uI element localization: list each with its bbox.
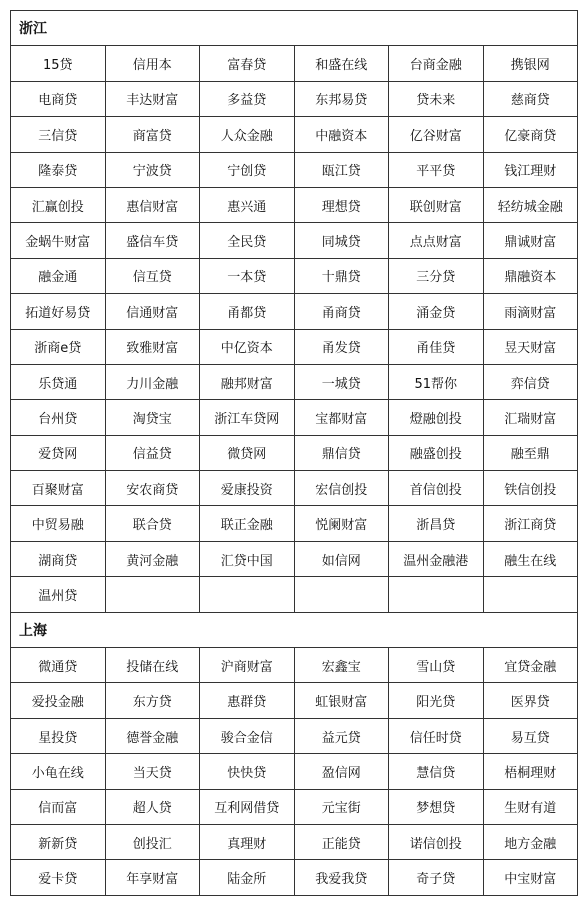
table-row	[11, 860, 578, 895]
platform-name-cell: 15贷	[11, 46, 106, 81]
platform-table	[10, 10, 578, 896]
platform-name-cell: 轻纺城金融	[483, 187, 578, 222]
platform-name-cell: 联创财富	[389, 187, 484, 222]
platform-table-body	[11, 11, 578, 896]
empty-cell	[200, 577, 295, 612]
platform-name-cell: 信而富	[11, 789, 106, 824]
platform-name-cell: 隆泰贷	[11, 152, 106, 187]
platform-name-cell: 一城贷	[294, 364, 389, 399]
platform-name-cell: 理想贷	[294, 187, 389, 222]
platform-name-cell: 我爱我贷	[294, 860, 389, 895]
platform-name-cell: 淘贷宝	[105, 400, 200, 435]
table-row	[11, 258, 578, 293]
platform-name-cell: 电商贷	[11, 81, 106, 116]
platform-name-cell: 鼎信贷	[294, 435, 389, 470]
platform-name-cell: 爱贷网	[11, 435, 106, 470]
platform-name-cell: 一本贷	[200, 258, 295, 293]
empty-cell	[294, 577, 389, 612]
table-row	[11, 683, 578, 718]
platform-name-cell: 慈商贷	[483, 81, 578, 116]
platform-name-cell: 信任时贷	[389, 718, 484, 753]
table-row	[11, 541, 578, 576]
platform-name-cell: 爱卡贷	[11, 860, 106, 895]
platform-name-cell: 中融资本	[294, 117, 389, 152]
platform-name-cell: 微通贷	[11, 648, 106, 683]
platform-name-cell: 中亿资本	[200, 329, 295, 364]
platform-name-cell: 诺信创投	[389, 824, 484, 859]
platform-name-cell: 东邦易贷	[294, 81, 389, 116]
platform-name-cell: 平平贷	[389, 152, 484, 187]
platform-name-cell: 三信贷	[11, 117, 106, 152]
platform-name-cell: 首信创投	[389, 471, 484, 506]
platform-name-cell: 地方金融	[483, 824, 578, 859]
platform-name-cell: 铁信创投	[483, 471, 578, 506]
table-row	[11, 81, 578, 116]
platform-name-cell: 商富贷	[105, 117, 200, 152]
platform-name-cell: 多益贷	[200, 81, 295, 116]
platform-name-cell: 雪山贷	[389, 648, 484, 683]
platform-name-cell: 弈信贷	[483, 364, 578, 399]
platform-name-cell: 爱投金融	[11, 683, 106, 718]
platform-name-cell: 信用本	[105, 46, 200, 81]
platform-name-cell: 融盛创投	[389, 435, 484, 470]
platform-name-cell: 宏鑫宝	[294, 648, 389, 683]
platform-name-cell: 贷未来	[389, 81, 484, 116]
platform-name-cell: 浙江商贷	[483, 506, 578, 541]
platform-name-cell: 燈融创投	[389, 400, 484, 435]
platform-name-cell: 人众金融	[200, 117, 295, 152]
table-row	[11, 223, 578, 258]
platform-name-cell: 快快贷	[200, 754, 295, 789]
platform-name-cell: 富春贷	[200, 46, 295, 81]
platform-name-cell: 融金通	[11, 258, 106, 293]
platform-name-cell: 致雅财富	[105, 329, 200, 364]
platform-name-cell: 携银网	[483, 46, 578, 81]
platform-name-cell: 钱江理财	[483, 152, 578, 187]
platform-name-cell: 亿谷财富	[389, 117, 484, 152]
platform-name-cell: 涌金贷	[389, 294, 484, 329]
table-row	[11, 400, 578, 435]
platform-name-cell: 沪商财富	[200, 648, 295, 683]
table-row	[11, 824, 578, 859]
platform-name-cell: 互利网借贷	[200, 789, 295, 824]
table-row	[11, 117, 578, 152]
platform-name-cell: 惠兴通	[200, 187, 295, 222]
platform-name-cell: 陆金所	[200, 860, 295, 895]
platform-name-cell: 投储在线	[105, 648, 200, 683]
platform-name-cell: 拓道好易贷	[11, 294, 106, 329]
platform-name-cell: 鼎诚财富	[483, 223, 578, 258]
platform-name-cell: 雨滴财富	[483, 294, 578, 329]
platform-name-cell: 51帮你	[389, 364, 484, 399]
platform-name-cell: 盛信车贷	[105, 223, 200, 258]
platform-name-cell: 点点财富	[389, 223, 484, 258]
platform-name-cell: 宁创贷	[200, 152, 295, 187]
platform-name-cell: 安农商贷	[105, 471, 200, 506]
table-row	[11, 152, 578, 187]
empty-cell	[105, 577, 200, 612]
table-row	[11, 789, 578, 824]
platform-name-cell: 易互贷	[483, 718, 578, 753]
platform-name-cell: 信益贷	[105, 435, 200, 470]
platform-name-cell: 亿豪商贷	[483, 117, 578, 152]
platform-name-cell: 温州金融港	[389, 541, 484, 576]
platform-name-cell: 融邦财富	[200, 364, 295, 399]
table-row	[11, 471, 578, 506]
platform-name-cell: 信通财富	[105, 294, 200, 329]
document	[10, 10, 578, 896]
table-row	[11, 294, 578, 329]
platform-name-cell: 湖商贷	[11, 541, 106, 576]
platform-name-cell: 浙商e贷	[11, 329, 106, 364]
platform-name-cell: 悦阑财富	[294, 506, 389, 541]
section-header-row	[11, 11, 578, 46]
table-row	[11, 506, 578, 541]
platform-name-cell: 创投汇	[105, 824, 200, 859]
platform-name-cell: 年享财富	[105, 860, 200, 895]
platform-name-cell: 融至鼎	[483, 435, 578, 470]
platform-name-cell: 奇子贷	[389, 860, 484, 895]
platform-name-cell: 金蜗牛财富	[11, 223, 106, 258]
table-row	[11, 435, 578, 470]
section-title: 浙江	[11, 11, 578, 46]
platform-name-cell: 骏合金信	[200, 718, 295, 753]
platform-name-cell: 丰达财富	[105, 81, 200, 116]
table-row	[11, 718, 578, 753]
table-row	[11, 46, 578, 81]
platform-name-cell: 黄河金融	[105, 541, 200, 576]
platform-name-cell: 台商金融	[389, 46, 484, 81]
platform-name-cell: 甬商贷	[294, 294, 389, 329]
platform-name-cell: 医界贷	[483, 683, 578, 718]
platform-name-cell: 慧信贷	[389, 754, 484, 789]
platform-name-cell: 温州贷	[11, 577, 106, 612]
platform-name-cell: 惠群贷	[200, 683, 295, 718]
platform-name-cell: 微贷网	[200, 435, 295, 470]
platform-name-cell: 宁波贷	[105, 152, 200, 187]
empty-cell	[389, 577, 484, 612]
platform-name-cell: 生财有道	[483, 789, 578, 824]
platform-name-cell: 宝都财富	[294, 400, 389, 435]
platform-name-cell: 甬都贷	[200, 294, 295, 329]
platform-name-cell: 融生在线	[483, 541, 578, 576]
platform-name-cell: 信互贷	[105, 258, 200, 293]
platform-name-cell: 甬发贷	[294, 329, 389, 364]
platform-name-cell: 瓯江贷	[294, 152, 389, 187]
platform-name-cell: 当天贷	[105, 754, 200, 789]
platform-name-cell: 梧桐理财	[483, 754, 578, 789]
platform-name-cell: 小龟在线	[11, 754, 106, 789]
platform-name-cell: 真理财	[200, 824, 295, 859]
platform-name-cell: 乐贷通	[11, 364, 106, 399]
platform-name-cell: 德誉金融	[105, 718, 200, 753]
platform-name-cell: 联合贷	[105, 506, 200, 541]
platform-name-cell: 百聚财富	[11, 471, 106, 506]
platform-name-cell: 新新贷	[11, 824, 106, 859]
platform-name-cell: 正能贷	[294, 824, 389, 859]
platform-name-cell: 惠信财富	[105, 187, 200, 222]
platform-name-cell: 同城贷	[294, 223, 389, 258]
platform-name-cell: 力川金融	[105, 364, 200, 399]
table-row	[11, 754, 578, 789]
platform-name-cell: 汇赢创投	[11, 187, 106, 222]
platform-name-cell: 浙江车贷网	[200, 400, 295, 435]
platform-name-cell: 台州贷	[11, 400, 106, 435]
platform-name-cell: 宜贷金融	[483, 648, 578, 683]
platform-name-cell: 元宝街	[294, 789, 389, 824]
platform-name-cell: 爱康投资	[200, 471, 295, 506]
platform-name-cell: 星投贷	[11, 718, 106, 753]
platform-name-cell: 三分贷	[389, 258, 484, 293]
platform-name-cell: 东方贷	[105, 683, 200, 718]
platform-name-cell: 鼎融资本	[483, 258, 578, 293]
platform-name-cell: 益元贷	[294, 718, 389, 753]
table-row	[11, 187, 578, 222]
platform-name-cell: 超人贷	[105, 789, 200, 824]
platform-name-cell: 全民贷	[200, 223, 295, 258]
platform-name-cell: 汇贷中国	[200, 541, 295, 576]
empty-cell	[483, 577, 578, 612]
platform-name-cell: 中贸易融	[11, 506, 106, 541]
platform-name-cell: 甬佳贷	[389, 329, 484, 364]
platform-name-cell: 浙昌贷	[389, 506, 484, 541]
platform-name-cell: 虹银财富	[294, 683, 389, 718]
section-title: 上海	[11, 612, 578, 647]
platform-name-cell: 如信网	[294, 541, 389, 576]
table-row	[11, 648, 578, 683]
platform-name-cell: 联正金融	[200, 506, 295, 541]
platform-name-cell: 昱天财富	[483, 329, 578, 364]
platform-name-cell: 中宝财富	[483, 860, 578, 895]
platform-name-cell: 汇瑞财富	[483, 400, 578, 435]
platform-name-cell: 梦想贷	[389, 789, 484, 824]
section-header-row	[11, 612, 578, 647]
platform-name-cell: 阳光贷	[389, 683, 484, 718]
platform-name-cell: 十鼎贷	[294, 258, 389, 293]
table-row	[11, 329, 578, 364]
table-row	[11, 364, 578, 399]
platform-name-cell: 盈信网	[294, 754, 389, 789]
table-row	[11, 577, 578, 612]
platform-name-cell: 宏信创投	[294, 471, 389, 506]
platform-name-cell: 和盛在线	[294, 46, 389, 81]
